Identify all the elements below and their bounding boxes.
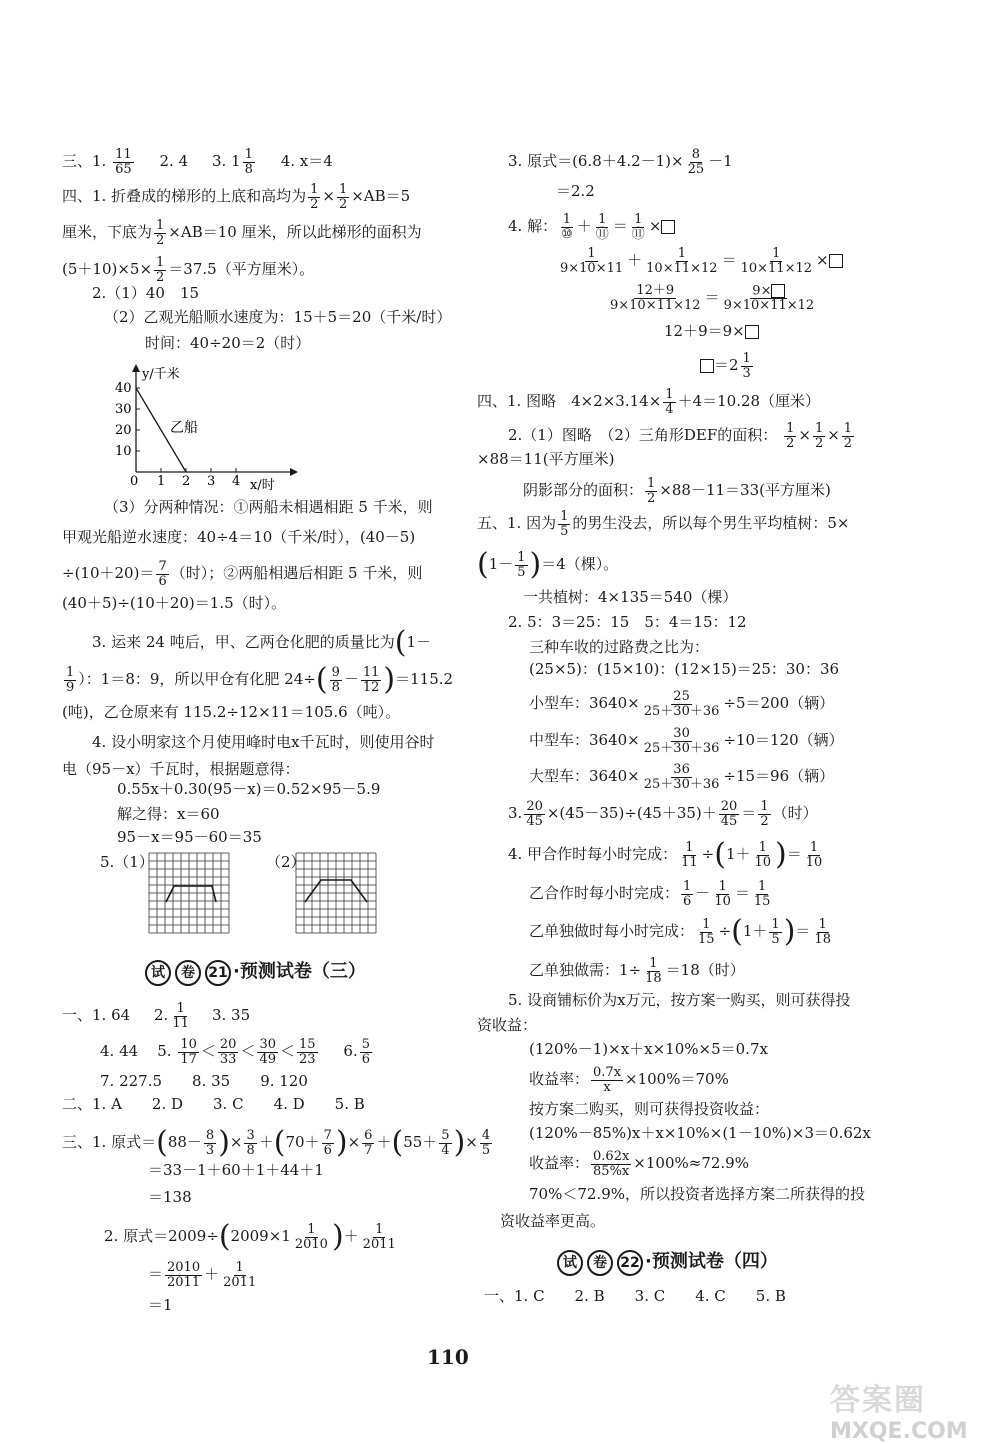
answer-line: 解之得：x＝60	[117, 805, 220, 823]
section-heading: 试 卷 22 ·预测试卷（四）	[555, 1247, 778, 1276]
answer-line: 2.（1）40 15	[92, 284, 200, 302]
line-label: 乙船	[170, 420, 198, 436]
answer-line: 2.（1）图略 （2）三角形DEF的面积： $\frac{1}{2}$ × $\frac{1}{2}$ × $\frac{1}{2}$	[508, 421, 853, 451]
answer-line: 3. 原式＝(6.8＋4.2－1)× $\frac{8}{25}$ －1	[508, 147, 733, 177]
answer-line: 一共植树：4×135＝540（棵）	[523, 588, 738, 606]
answer-line: 收益率： $\frac{0.7x}{x}$ ×100%＝70%	[529, 1065, 729, 1095]
watermark-logo: 答案圈	[830, 1383, 926, 1418]
page-number: 110	[427, 1345, 469, 1369]
answer-line: 乙合作时每小时完成： $\frac{1}{6}$ － $\frac{1}{10}$ ＝ $\frac{1}{15}$	[529, 879, 771, 909]
answer-line: (25×5)：(15×10)：(12×15)＝25：30：36	[529, 660, 840, 678]
answer-line: 小型车：3640× $\frac{25}{25+30+36}$ ÷5＝200（辆）	[529, 689, 835, 719]
answer-line: 三种车收的过路费之比为：	[529, 638, 710, 656]
answer-line: （2）乙观光船顺水速度为：15＋5＝20（千米/时）	[104, 308, 452, 326]
y-axis-label: y/千米	[142, 367, 180, 382]
y-tick: 20	[115, 423, 132, 438]
answer-line: ×88＝11(平方厘米)	[477, 450, 615, 468]
answer-line: 收益率： $\frac{0.62x}{85\%x}$ ×100%≈72.9%	[529, 1149, 749, 1179]
answer-line: 乙单独做时每小时完成： $\frac{1}{15}$ ÷(1＋ $\frac{1}{5}$ )＝ $\frac{1}{18}$	[529, 914, 831, 949]
answer-line: 5. 设商铺标价为x万元，按方案一购买，则可获得投	[508, 991, 851, 1009]
y-tick: 40	[115, 381, 132, 396]
answer-line: 95－x＝95－60＝35	[117, 828, 262, 846]
answer-line: 3. 运来 24 吨后，甲、乙两仓化肥的质量比为(1－	[92, 625, 431, 660]
answer-line: 70%＜72.9%，所以投资者选择方案二所获得的投	[529, 1185, 865, 1203]
y-tick: 10	[115, 444, 132, 459]
x-tick: 2	[182, 474, 191, 489]
answer-line: 三、1. 原式＝(88－ $\frac{8}{3}$ )× $\frac{3}{8}$ ＋(70＋ $\frac{7}{6}$ )× $\frac{6}{7}$ ＋(55＋ $\frac{5}{4}$ )× $\frac{4}{5}$	[62, 1125, 491, 1160]
answer-line: 4. 甲合作时每小时完成： $\frac{1}{11}$ ÷(1＋ $\frac{1}{10}$ )＝ $\frac{1}{10}$	[508, 837, 823, 872]
answer-line: 一、1. 64 2. $\frac{1}{11}$ 3. 35	[62, 1001, 251, 1031]
answer-line: 资收益率更高。	[500, 1212, 606, 1230]
answer-line: 12＋9＝9×	[664, 324, 759, 339]
answer-line: (40＋5)÷(10＋20)＝1.5（时）。	[62, 594, 287, 612]
answer-line: 大型车：3640× $\frac{36}{25+30+36}$ ÷15＝96（辆）	[529, 762, 835, 792]
blank-box	[745, 325, 759, 339]
answer-line: 4. 解： 1 ⑩ ＋ 1 ⑪ ＝ 1 ⑪ ×	[508, 213, 675, 241]
answer-line: ＝33－1＋60＋1＋44＋1	[148, 1161, 324, 1179]
answer-line: $\frac{12+9}{9\times 10\times 11\times 12}$ ＝ $\frac{9\times}{9\times 10\times 11\times 12}$	[610, 283, 815, 314]
x-tick: 3	[207, 474, 216, 489]
answer-line: 5.（1）	[100, 853, 154, 871]
answer-line: 五、1. 因为 $\frac{1}{5}$ 的男生没去，所以每个男生平均植树：5×	[477, 509, 850, 539]
answer-line: ＝2.2	[556, 182, 595, 200]
answer-line: 按方案二购买，则可获得投资收益：	[529, 1100, 770, 1118]
answer-line: 厘米，下底为 $\frac{1}{2}$ ×AB＝10 厘米，所以此梯形的面积为	[62, 218, 422, 248]
answer-line: （2）	[266, 853, 306, 871]
answer-line: ＝1	[148, 1296, 173, 1314]
watermark-text: MXQE.COM	[830, 1419, 968, 1444]
answer-line: 时间：40÷20＝2（时）	[145, 334, 311, 352]
grid-figure-2	[295, 852, 385, 934]
answer-line: 阴影部分的面积： $\frac{1}{2}$ ×88－11＝33(平方厘米)	[523, 476, 831, 506]
answer-line: ÷(10＋20)＝ $\frac{7}{6}$ （时）；②两船相遇后相距 5 千米，则	[62, 559, 423, 589]
answer-line: 二、1. A 2. D 3. C 4. D 5. B	[62, 1095, 365, 1113]
answer-line: 四、1. 图略 4×2×3.14× $\frac{1}{4}$ ＋4＝10.28（厘米）	[477, 387, 821, 417]
answer-line: 中型车：3640× $\frac{30}{25+30+36}$ ÷10＝120（辆）	[529, 726, 844, 756]
answer-line: ＝ $\frac{2010}{2011}$ ＋ $\frac{1}{2011}$	[148, 1260, 257, 1290]
answer-line: (1－ $\frac{1}{5}$ )＝4（棵）。	[477, 547, 619, 582]
answer-line: $\frac{1}{9}$ ）：1＝8：9，所以甲仓有化肥 24÷( $\frac{9}{8}$ － $\frac{11}{12}$ )＝115.2	[66, 662, 454, 697]
section-heading: 试 卷 21 ·预测试卷（三）	[143, 957, 366, 986]
answer-line: 7. 227.5 8. 35 9. 120	[100, 1072, 308, 1090]
answer-line: 乙单独做需：1÷ $\frac{1}{18}$ ＝18（时）	[529, 956, 745, 986]
answer-line: 资收益：	[477, 1016, 538, 1034]
answer-line: ＝2 $\frac{1}{3}$	[700, 352, 755, 380]
x-tick: 1	[157, 474, 166, 489]
blank-box	[661, 220, 675, 234]
y-tick: 30	[115, 402, 132, 417]
answer-line: 4. 设小明家这个月使用峰时电x千瓦时，则使用谷时	[92, 733, 435, 751]
distance-time-graph	[110, 362, 310, 492]
answer-line: 2. 原式＝2009÷(2009×1 $\frac{1}{2010}$ )＋ $\frac{1}{2011}$	[104, 1219, 396, 1254]
answer-line: （3）分两种情况：①两船未相遇相距 5 千米，则	[104, 498, 433, 516]
answer-line: 2. 5：3＝25：15 5：4＝15：12	[508, 613, 747, 631]
blank-box	[829, 254, 843, 268]
answer-line: 三、1. $\frac{11}{65}$ 2. 4 3. 1 $\frac{1}{8}$ 4. x＝4	[62, 147, 333, 177]
answer-line: 甲观光船逆水速度：40÷4＝10（千米/时），(40－5)	[62, 528, 416, 546]
answer-line: 3. $\frac{20}{45}$ ×(45－35)÷(45＋35)＋ $\frac{20}{45}$ ＝ $\frac{1}{2}$ （时）	[508, 799, 818, 829]
answer-line: (120%－1)×x＋x×10%×5＝0.7x	[529, 1040, 768, 1058]
answer-line: (吨)，乙仓原来有 115.2÷12×11＝105.6（吨）。	[62, 703, 401, 721]
x-tick: 4	[232, 474, 241, 489]
answer-line: $\frac{1}{9\times 10\times 11}$ ＋ $\frac{1}{10\times 11\times 12}$ ＝ $\frac{1}{10\times 11\times 12}$ ×	[556, 247, 843, 275]
x-tick: 0	[130, 474, 139, 489]
answer-line: (120%－85%)x＋x×10%×(1－10%)×3＝0.62x	[529, 1124, 871, 1142]
answer-line: 一、1. C 2. B 3. C 4. C 5. B	[484, 1287, 786, 1305]
answer-line: 四、1. 折叠成的梯形的上底和高均为 $\frac{1}{2}$ × $\frac{1}{2}$ ×AB＝5	[62, 182, 411, 212]
grid-figure-1	[148, 852, 238, 934]
blank-box	[771, 284, 785, 298]
answer-line: 0.55x＋0.30(95－x)＝0.52×95－5.9	[117, 780, 381, 798]
answer-line: (5＋10)×5× $\frac{1}{2}$ ＝37.5（平方厘米）。	[62, 255, 315, 285]
blank-box	[700, 359, 714, 373]
answer-line: 4. 44 5. $\frac{10}{17}$ ＜ $\frac{20}{33}$ ＜ $\frac{30}{49}$ ＜ $\frac{15}{23}$ 6. $\frac{5}{6}$	[100, 1037, 371, 1067]
answer-line: ＝138	[148, 1188, 192, 1206]
answer-line: 电（95－x）千瓦时，根据题意得：	[62, 760, 300, 778]
x-axis-label: x/时	[250, 478, 275, 492]
watermark	[830, 1375, 968, 1444]
